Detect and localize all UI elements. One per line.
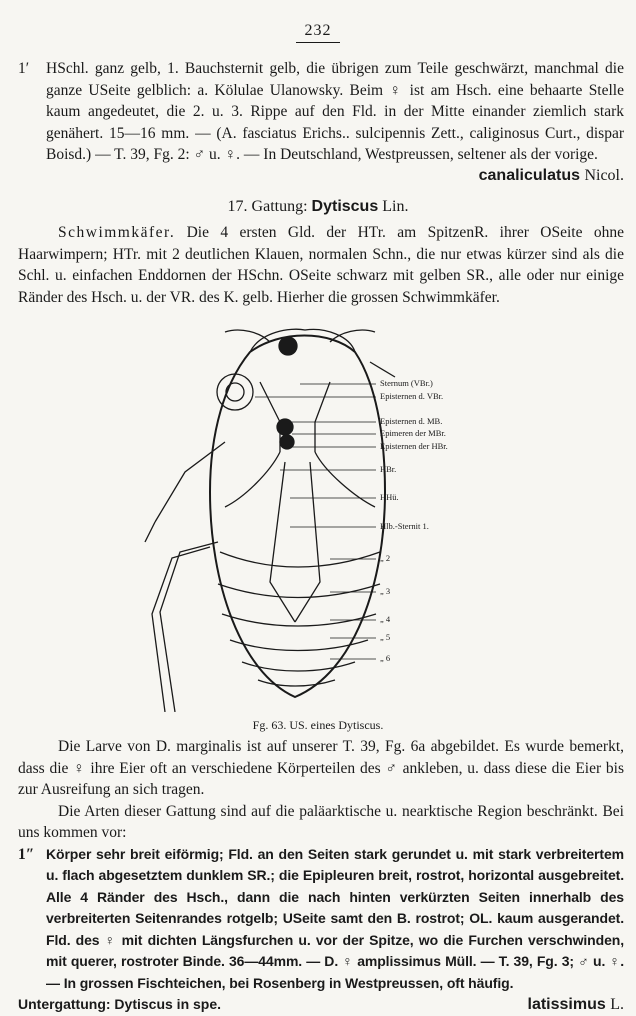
species-author: L. [610, 996, 624, 1013]
paragraph-region: Die Arten dieser Gattung sind auf die paläarktische u. nearktische Region beschränkt. Bei uns kommen vor: [18, 802, 624, 841]
subgenus-line [18, 994, 624, 1016]
label-episternen-vbr: Episternen d. VBr. [380, 391, 444, 401]
entry-key: 1′ [18, 60, 30, 77]
genus-heading [0, 198, 636, 216]
label-hhue: HHü. [380, 492, 399, 502]
label-hbr: HBr. [380, 464, 397, 474]
dytiscus-underside-figure [130, 322, 510, 712]
label-epimeren-mbr: Epimeren der MBr. [380, 428, 446, 438]
label-sternit-4: „ 4 [380, 614, 391, 624]
subgenus: Untergattung: Dytiscus in spe. [18, 996, 222, 1012]
page-number: 232 [0, 22, 636, 43]
label-episternen-hbr: Episternen der HBr. [380, 441, 448, 451]
paragraph-larva: Die Larve von D. marginalis ist auf unserer T. 39, Fg. 6a abgebildet. Es wurde bemerkt, dass die ♀ ihre Eier oft an verschiedene Körperteilen des ♂ ankleben, u. dass diese die Eier bis zur Ausreifung an sich tragen. [18, 738, 624, 798]
genus-common-name: Schwimmkäfer. [58, 224, 176, 241]
species-name-line [528, 994, 625, 1016]
entry-key: 1″ [18, 845, 35, 863]
species-name-line [18, 166, 624, 186]
label-sternit-6: „ 6 [380, 653, 391, 663]
label-sternit-5: „ 5 [380, 632, 391, 642]
label-sternum: Sternum (VBr.) [380, 378, 433, 388]
label-sternit-2: „ 2 [380, 553, 391, 563]
label-episternen-mb: Episternen d. MB. [380, 416, 443, 426]
species-name: canaliculatus [478, 166, 580, 184]
body-text [18, 736, 624, 1016]
genus-prefix: 17. Gattung: [227, 198, 308, 215]
genus-description [18, 222, 624, 308]
entry-text: HSchl. ganz gelb, 1. Bauchsternit gelb, die übrigen zum Teile geschwärzt, manchmal die ganze USeite gelblich: a. Kölulae Ulanowsky. Beim ♀ ist am Hsch. eine behaarte Stelle kaum angedeutet, die 2. u. 3. Rippe auf den Fld. in der Mitte einander ziemlich stark genähert. 15—16 mm. — (A. fasciatus Erichs.. sulcipennis Zett., caliginosus Curt., dispar Boisd.) — T. 39, Fg. 2: ♂ u. ♀. — In Deutschland, Westpreussen, seltener als der vorige. [46, 60, 624, 163]
entry-text: Körper sehr breit eiförmig; Fld. an den Seiten stark gerundet u. mit stark verbreitertem u. flach abgesetztem dunklem SR.; die Epipleuren breit, rostrot, horizontal ausgebreitet. Alle 4 Ränder des Hsch., dann die nach hinten verkürzten Seiten innerhalb des verbreiterten Seitenrandes rotgelb; USeite samt den B. rostrot; OL. kaum ausgerandet. Fld. des ♀ mit dichten Längsfurchen u. vor der Spitze, wo die Furchen verschwinden, mit querer, rostroter Binde. 36—44mm. — D. ♀ amplissimus Müll. — T. 39, Fg. 3; ♂ u. ♀. — In grossen Fischteichen, bei Rosenberg in Westpreussen, oft häufig. [46, 845, 624, 991]
key-entry-1-prime [18, 58, 624, 186]
label-sternit-3: „ 3 [380, 586, 391, 596]
figure-caption: Fg. 63. US. eines Dytiscus. [252, 718, 384, 732]
species-author: Nicol. [584, 166, 624, 184]
genus-name: Dytiscus [311, 198, 379, 215]
beetle-illustration [130, 322, 510, 712]
genus-description-text: Die 4 ersten Gld. der HTr. am SpitzenR. ihrer OSeite ohne Haarwimpern; HTr. mit 2 deutlichen Klauen, normalen Schn., die nur etwas kürzer sind als die Schl. u. einfachen Enddornen der HSchn. OSeite schwarz mit gelben SR., alle oder nur einige Ränder des Hsch. u. der VR. des K. gelb. Hierher die grossen Schwimmkäfer. [18, 224, 625, 306]
genus-author: Lin. [382, 198, 409, 215]
species-name: latissimus [527, 996, 606, 1013]
label-sternit-1: Hlb.-Sternit 1. [380, 521, 429, 531]
key-entry-1-double-prime [18, 844, 624, 995]
